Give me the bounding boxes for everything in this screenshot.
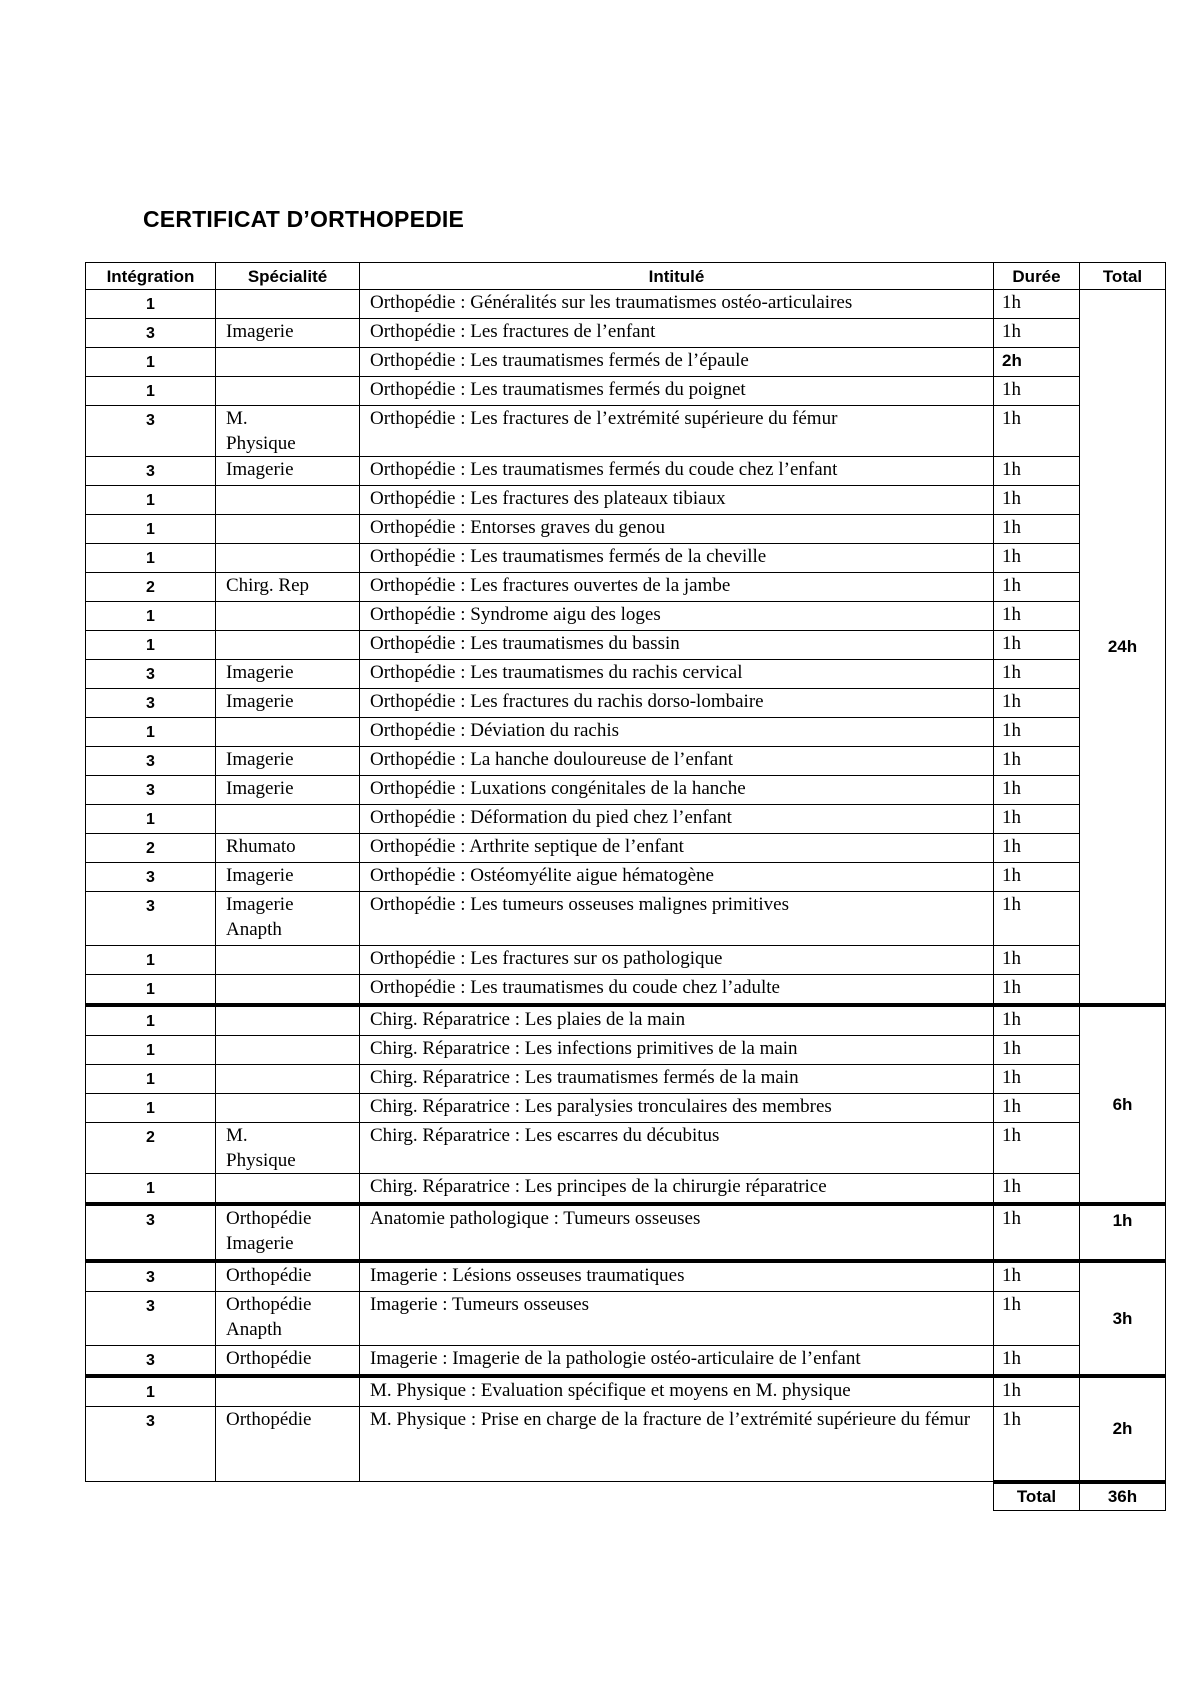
table-row bbox=[86, 946, 1166, 975]
intitule-cell: Anatomie pathologique : Tumeurs osseuses bbox=[360, 1204, 994, 1261]
intitule-cell: Orthopédie : Les traumatismes fermés de l’épaule bbox=[360, 348, 994, 377]
specialite-cell bbox=[216, 1036, 360, 1065]
intitule-cell: Chirg. Réparatrice : Les principes de la chirurgie réparatrice bbox=[360, 1174, 994, 1205]
integration-cell: 1 bbox=[86, 348, 216, 377]
integration-cell: 3 bbox=[86, 457, 216, 486]
group-total-cell: 2h bbox=[1080, 1376, 1166, 1482]
group-total-cell: 1h bbox=[1080, 1204, 1166, 1261]
specialite-cell: M. Physique bbox=[216, 406, 360, 457]
table-row bbox=[86, 863, 1166, 892]
table-row bbox=[86, 892, 1166, 946]
table-row bbox=[86, 573, 1166, 602]
duree-cell: 1h bbox=[994, 544, 1080, 573]
specialite-cell: Orthopédie bbox=[216, 1261, 360, 1292]
duree-cell: 1h bbox=[994, 406, 1080, 457]
header-intitule: Intitulé bbox=[360, 263, 994, 290]
duree-cell: 1h bbox=[994, 486, 1080, 515]
specialite-cell bbox=[216, 805, 360, 834]
integration-cell: 1 bbox=[86, 1174, 216, 1205]
integration-cell: 3 bbox=[86, 776, 216, 805]
duree-cell: 1h bbox=[994, 1174, 1080, 1205]
duree-cell: 1h bbox=[994, 602, 1080, 631]
table-row bbox=[86, 377, 1166, 406]
specialite-cell: Chirg. Rep bbox=[216, 573, 360, 602]
table-row bbox=[86, 406, 1166, 457]
specialite-cell bbox=[216, 718, 360, 747]
intitule-cell: Chirg. Réparatrice : Les paralysies tronculaires des membres bbox=[360, 1094, 994, 1123]
intitule-cell: Imagerie : Imagerie de la pathologie ostéo-articulaire de l’enfant bbox=[360, 1346, 994, 1377]
integration-cell: 1 bbox=[86, 718, 216, 747]
table-row bbox=[86, 348, 1166, 377]
integration-cell: 3 bbox=[86, 319, 216, 348]
table-row bbox=[86, 1174, 1166, 1205]
duree-cell: 1h bbox=[994, 776, 1080, 805]
integration-cell: 1 bbox=[86, 290, 216, 319]
specialite-cell bbox=[216, 975, 360, 1006]
intitule-cell: Chirg. Réparatrice : Les plaies de la main bbox=[360, 1005, 994, 1036]
duree-cell: 1h bbox=[994, 290, 1080, 319]
integration-cell: 1 bbox=[86, 1065, 216, 1094]
intitule-cell: Orthopédie : Les fractures ouvertes de la jambe bbox=[360, 573, 994, 602]
specialite-cell bbox=[216, 1094, 360, 1123]
table-row bbox=[86, 457, 1166, 486]
table-row bbox=[86, 1005, 1166, 1036]
intitule-cell: Orthopédie : Les traumatismes fermés du poignet bbox=[360, 377, 994, 406]
summary-label: Total bbox=[994, 1482, 1080, 1511]
duree-cell: 1h bbox=[994, 1376, 1080, 1407]
header-duree: Durée bbox=[994, 263, 1080, 290]
summary-spacer bbox=[86, 1482, 216, 1511]
duree-cell: 1h bbox=[994, 319, 1080, 348]
integration-cell: 3 bbox=[86, 747, 216, 776]
table-row bbox=[86, 1036, 1166, 1065]
table-row bbox=[86, 1261, 1166, 1292]
duree-cell: 1h bbox=[994, 946, 1080, 975]
duree-cell: 1h bbox=[994, 747, 1080, 776]
group-total-cell: 6h bbox=[1080, 1005, 1166, 1204]
table-row bbox=[86, 319, 1166, 348]
specialite-cell: Imagerie bbox=[216, 863, 360, 892]
integration-cell: 1 bbox=[86, 805, 216, 834]
duree-cell: 1h bbox=[994, 805, 1080, 834]
intitule-cell: Orthopédie : Les fractures des plateaux tibiaux bbox=[360, 486, 994, 515]
specialite-cell: Imagerie bbox=[216, 747, 360, 776]
integration-cell: 3 bbox=[86, 1292, 216, 1346]
intitule-cell: Orthopédie : Les traumatismes fermés du coude chez l’enfant bbox=[360, 457, 994, 486]
integration-cell: 3 bbox=[86, 1261, 216, 1292]
table-row bbox=[86, 718, 1166, 747]
integration-cell: 1 bbox=[86, 486, 216, 515]
duree-cell: 1h bbox=[994, 1292, 1080, 1346]
duree-cell: 1h bbox=[994, 631, 1080, 660]
integration-cell: 2 bbox=[86, 1123, 216, 1174]
intitule-cell: Orthopédie : Les tumeurs osseuses malignes primitives bbox=[360, 892, 994, 946]
intitule-cell: Orthopédie : Les traumatismes du rachis cervical bbox=[360, 660, 994, 689]
table-row bbox=[86, 1292, 1166, 1346]
group-total-cell: 3h bbox=[1080, 1261, 1166, 1376]
specialite-cell bbox=[216, 486, 360, 515]
intitule-cell: Orthopédie : Les traumatismes fermés de la cheville bbox=[360, 544, 994, 573]
duree-cell: 1h bbox=[994, 975, 1080, 1006]
duree-cell: 1h bbox=[994, 1204, 1080, 1261]
specialite-cell bbox=[216, 1376, 360, 1407]
intitule-cell: Orthopédie : Les fractures du rachis dorso-lombaire bbox=[360, 689, 994, 718]
duree-cell: 1h bbox=[994, 377, 1080, 406]
duree-cell: 1h bbox=[994, 892, 1080, 946]
table-row bbox=[86, 290, 1166, 319]
table-row bbox=[86, 1204, 1166, 1261]
integration-cell: 1 bbox=[86, 946, 216, 975]
specialite-cell: Imagerie bbox=[216, 457, 360, 486]
summary-spacer bbox=[216, 1482, 360, 1511]
duree-cell: 2h bbox=[994, 348, 1080, 377]
intitule-cell: Orthopédie : Syndrome aigu des loges bbox=[360, 602, 994, 631]
intitule-cell: M. Physique : Prise en charge de la fracture de l’extrémité supérieure du fémur bbox=[360, 1407, 994, 1482]
duree-cell: 1h bbox=[994, 1407, 1080, 1482]
integration-cell: 1 bbox=[86, 1005, 216, 1036]
duree-cell: 1h bbox=[994, 1123, 1080, 1174]
intitule-cell: M. Physique : Evaluation spécifique et moyens en M. physique bbox=[360, 1376, 994, 1407]
integration-cell: 1 bbox=[86, 602, 216, 631]
table-row bbox=[86, 1376, 1166, 1407]
specialite-cell: Imagerie bbox=[216, 689, 360, 718]
intitule-cell: Imagerie : Lésions osseuses traumatiques bbox=[360, 1261, 994, 1292]
intitule-cell: Chirg. Réparatrice : Les infections primitives de la main bbox=[360, 1036, 994, 1065]
integration-cell: 1 bbox=[86, 544, 216, 573]
specialite-cell: Imagerie bbox=[216, 319, 360, 348]
specialite-cell bbox=[216, 377, 360, 406]
specialite-cell: Imagerie Anapth bbox=[216, 892, 360, 946]
duree-cell: 1h bbox=[994, 515, 1080, 544]
intitule-cell: Chirg. Réparatrice : Les escarres du décubitus bbox=[360, 1123, 994, 1174]
specialite-cell bbox=[216, 290, 360, 319]
intitule-cell: Orthopédie : Les traumatismes du bassin bbox=[360, 631, 994, 660]
table-header-row bbox=[86, 263, 1166, 290]
duree-cell: 1h bbox=[994, 689, 1080, 718]
duree-cell: 1h bbox=[994, 1036, 1080, 1065]
specialite-cell bbox=[216, 946, 360, 975]
intitule-cell: Orthopédie : Arthrite septique de l’enfant bbox=[360, 834, 994, 863]
header-total: Total bbox=[1080, 263, 1166, 290]
table-row bbox=[86, 602, 1166, 631]
table-row bbox=[86, 975, 1166, 1006]
summary-row bbox=[86, 1482, 1166, 1511]
integration-cell: 1 bbox=[86, 1376, 216, 1407]
integration-cell: 3 bbox=[86, 1204, 216, 1261]
intitule-cell: Orthopédie : Généralités sur les traumatismes ostéo-articulaires bbox=[360, 290, 994, 319]
specialite-cell: Imagerie bbox=[216, 660, 360, 689]
specialite-cell: Orthopédie Anapth bbox=[216, 1292, 360, 1346]
integration-cell: 3 bbox=[86, 1346, 216, 1377]
duree-cell: 1h bbox=[994, 718, 1080, 747]
integration-cell: 1 bbox=[86, 975, 216, 1006]
specialite-cell bbox=[216, 1174, 360, 1205]
duree-cell: 1h bbox=[994, 573, 1080, 602]
intitule-cell: Orthopédie : Entorses graves du genou bbox=[360, 515, 994, 544]
duree-cell: 1h bbox=[994, 1094, 1080, 1123]
intitule-cell: Orthopédie : Déformation du pied chez l’enfant bbox=[360, 805, 994, 834]
specialite-cell bbox=[216, 1005, 360, 1036]
table-row bbox=[86, 805, 1166, 834]
duree-cell: 1h bbox=[994, 1346, 1080, 1377]
specialite-cell: Orthopédie bbox=[216, 1407, 360, 1482]
integration-cell: 3 bbox=[86, 689, 216, 718]
integration-cell: 3 bbox=[86, 1407, 216, 1482]
integration-cell: 1 bbox=[86, 631, 216, 660]
integration-cell: 2 bbox=[86, 834, 216, 863]
specialite-cell: Rhumato bbox=[216, 834, 360, 863]
integration-cell: 1 bbox=[86, 1036, 216, 1065]
specialite-cell: Orthopédie Imagerie bbox=[216, 1204, 360, 1261]
specialite-cell: M. Physique bbox=[216, 1123, 360, 1174]
specialite-cell bbox=[216, 602, 360, 631]
duree-cell: 1h bbox=[994, 834, 1080, 863]
table-row bbox=[86, 631, 1166, 660]
specialite-cell bbox=[216, 348, 360, 377]
integration-cell: 1 bbox=[86, 515, 216, 544]
integration-cell: 3 bbox=[86, 892, 216, 946]
integration-cell: 3 bbox=[86, 406, 216, 457]
table-row bbox=[86, 660, 1166, 689]
integration-cell: 3 bbox=[86, 660, 216, 689]
specialite-cell bbox=[216, 1065, 360, 1094]
integration-cell: 1 bbox=[86, 377, 216, 406]
intitule-cell: Orthopédie : Les traumatismes du coude chez l’adulte bbox=[360, 975, 994, 1006]
intitule-cell: Orthopédie : Ostéomyélite aigue hématogène bbox=[360, 863, 994, 892]
header-integration: Intégration bbox=[86, 263, 216, 290]
table-row bbox=[86, 486, 1166, 515]
table-row bbox=[86, 1346, 1166, 1377]
duree-cell: 1h bbox=[994, 1005, 1080, 1036]
certificate-table bbox=[85, 262, 1166, 1511]
integration-cell: 2 bbox=[86, 573, 216, 602]
duree-cell: 1h bbox=[994, 660, 1080, 689]
intitule-cell: Orthopédie : Les fractures de l’enfant bbox=[360, 319, 994, 348]
intitule-cell: Orthopédie : Les fractures de l’extrémité supérieure du fémur bbox=[360, 406, 994, 457]
intitule-cell: Imagerie : Tumeurs osseuses bbox=[360, 1292, 994, 1346]
specialite-cell: Orthopédie bbox=[216, 1346, 360, 1377]
table-row bbox=[86, 1123, 1166, 1174]
table-row bbox=[86, 834, 1166, 863]
intitule-cell: Orthopédie : Les fractures sur os pathologique bbox=[360, 946, 994, 975]
table-row bbox=[86, 544, 1166, 573]
duree-cell: 1h bbox=[994, 1261, 1080, 1292]
integration-cell: 3 bbox=[86, 863, 216, 892]
table-row bbox=[86, 1094, 1166, 1123]
intitule-cell: Orthopédie : Luxations congénitales de la hanche bbox=[360, 776, 994, 805]
table-row bbox=[86, 1407, 1166, 1482]
specialite-cell: Imagerie bbox=[216, 776, 360, 805]
intitule-cell: Chirg. Réparatrice : Les traumatismes fermés de la main bbox=[360, 1065, 994, 1094]
table-row bbox=[86, 689, 1166, 718]
table-row bbox=[86, 776, 1166, 805]
specialite-cell bbox=[216, 631, 360, 660]
specialite-cell bbox=[216, 544, 360, 573]
group-total-cell: 24h bbox=[1080, 290, 1166, 1006]
table-row bbox=[86, 1065, 1166, 1094]
duree-cell: 1h bbox=[994, 1065, 1080, 1094]
intitule-cell: Orthopédie : La hanche douloureuse de l’enfant bbox=[360, 747, 994, 776]
specialite-cell bbox=[216, 515, 360, 544]
duree-cell: 1h bbox=[994, 863, 1080, 892]
integration-cell: 1 bbox=[86, 1094, 216, 1123]
summary-spacer bbox=[360, 1482, 994, 1511]
summary-value: 36h bbox=[1080, 1482, 1166, 1511]
table-row bbox=[86, 747, 1166, 776]
table-body bbox=[86, 290, 1166, 1511]
duree-cell: 1h bbox=[994, 457, 1080, 486]
intitule-cell: Orthopédie : Déviation du rachis bbox=[360, 718, 994, 747]
header-specialite: Spécialité bbox=[216, 263, 360, 290]
table-row bbox=[86, 515, 1166, 544]
page-title: CERTIFICAT D’ORTHOPEDIE bbox=[143, 206, 465, 232]
